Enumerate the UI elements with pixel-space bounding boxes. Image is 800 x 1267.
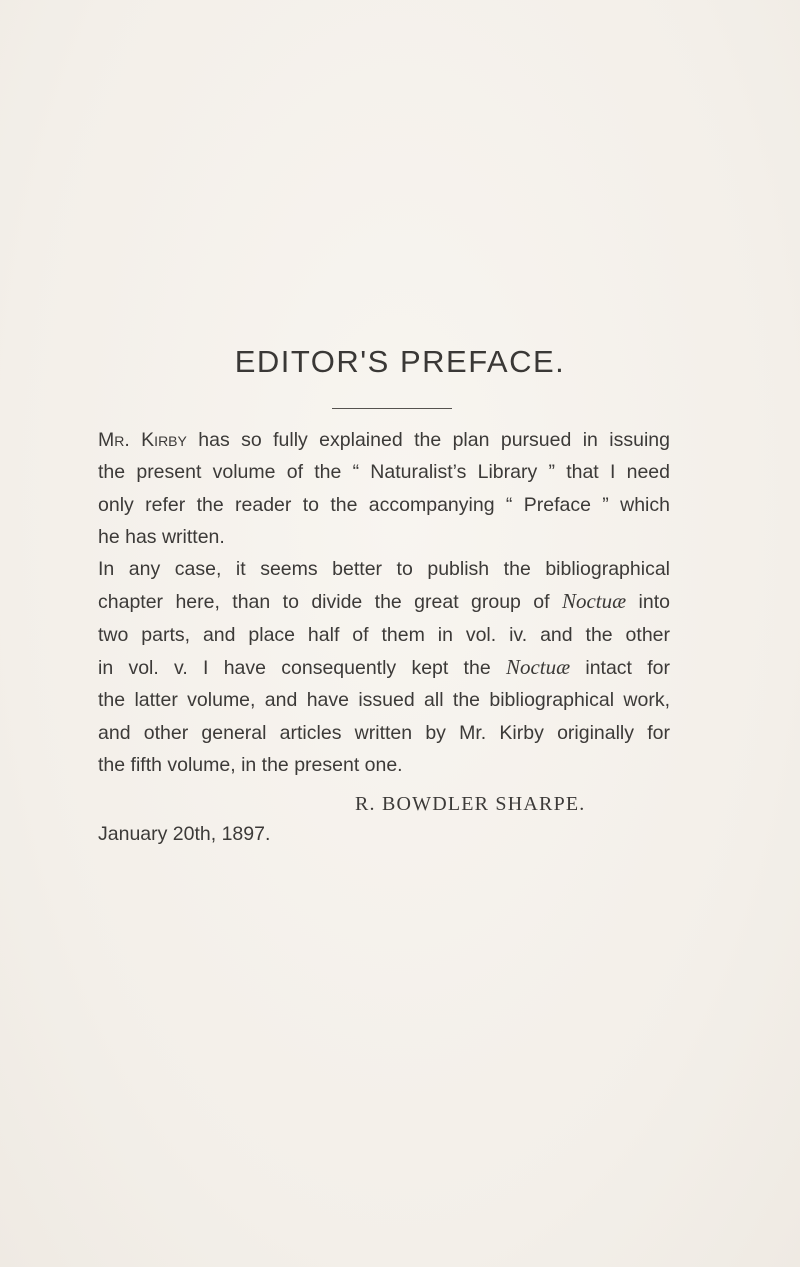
taxon-name: Noctuæ bbox=[505, 655, 571, 680]
text-span: in vol. v. I have consequently kept the bbox=[98, 657, 506, 680]
signature: R. BOWDLER SHARPE. bbox=[355, 793, 586, 815]
text-span: has so fully explained the plan pursued in issuing bbox=[186, 429, 670, 451]
text-span: chapter here, than to divide the great group of bbox=[98, 591, 562, 614]
text-line: In any case, it seems better to publish the bibliographical bbox=[98, 558, 670, 581]
text-line bbox=[98, 651, 670, 684]
page-title: EDITOR'S PREFACE. bbox=[234, 344, 566, 379]
text-line: he has written. bbox=[98, 525, 225, 548]
preface-body bbox=[98, 424, 670, 781]
date-line: January 20th, 1897. bbox=[98, 823, 271, 845]
text-line: the latter volume, and have issued all the bibliographical work, bbox=[98, 689, 670, 712]
text-line: only refer the reader to the accompanying “ Preface ” which bbox=[98, 493, 670, 516]
text-span: intact for bbox=[570, 657, 670, 680]
paragraph-1 bbox=[98, 424, 670, 553]
text-line: the present volume of the “ Naturalist’s Library ” that I need bbox=[98, 461, 670, 484]
text-span: into bbox=[626, 591, 670, 614]
title-rule bbox=[332, 408, 452, 409]
paragraph-2 bbox=[98, 553, 670, 781]
text-line: the fifth volume, in the present one. bbox=[98, 753, 403, 776]
text-line: two parts, and place half of them in vol. iv. and the other bbox=[98, 623, 670, 646]
text-line bbox=[98, 585, 670, 618]
taxon-name: Noctuæ bbox=[561, 589, 627, 614]
author-name: Mr. Kirby bbox=[98, 429, 187, 451]
text-line bbox=[98, 424, 670, 456]
text-line: and other general articles written by Mr. Kirby originally for bbox=[98, 721, 670, 744]
